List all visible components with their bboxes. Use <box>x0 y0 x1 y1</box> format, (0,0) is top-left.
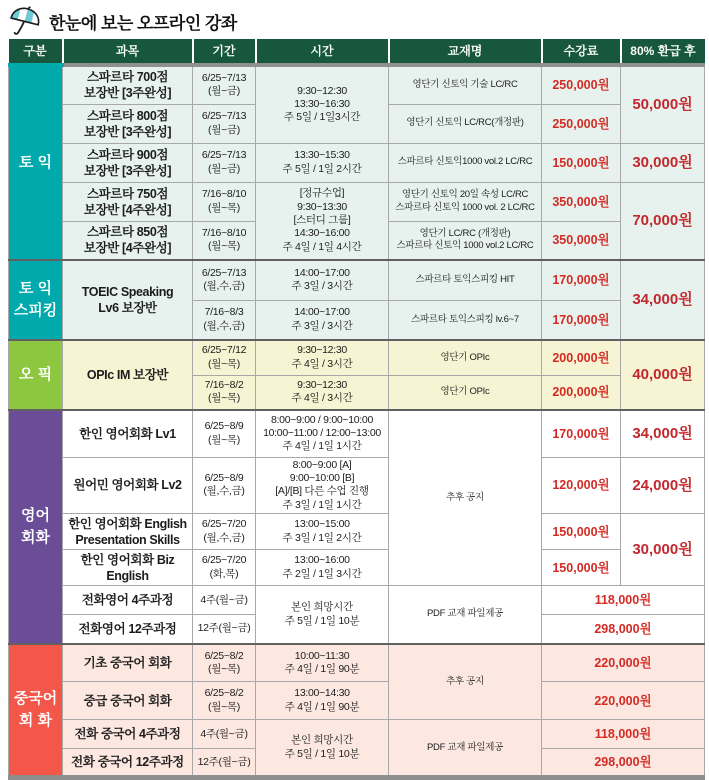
cell-price: 118,000원 <box>542 720 705 749</box>
cell-price: 150,000원 <box>542 550 621 586</box>
cell-subject: 스파르타 850점 보장반 [4주완성] <box>63 221 193 260</box>
cell-period: 6/25~8/9 (월~목) <box>193 410 256 457</box>
table-row <box>9 410 705 457</box>
cell-time: [정규수업] 9:30~13:30 [스터디 그룹] 14:30~16:00 주 4일 / 1일 4시간 <box>256 182 389 260</box>
page-header <box>8 5 709 38</box>
cell-period: 7/16~8/3 (월,수,금) <box>193 300 256 340</box>
cell-period: 6/25~8/2 (월~목) <box>193 682 256 720</box>
cell-price: 170,000원 <box>542 410 621 457</box>
cell-book: 영단기 신토익 기술 LC/RC <box>389 65 542 104</box>
cell-subject: 기초 중국어 회화 <box>63 644 193 682</box>
cell-period: 7/16~8/10 (월~목) <box>193 182 256 221</box>
cell-price: 170,000원 <box>542 260 621 300</box>
cell-book: 스파르타 토익스피킹 lv.6~7 <box>389 300 542 340</box>
table-row <box>9 514 705 550</box>
table-row <box>9 586 705 615</box>
umbrella-icon <box>8 5 42 39</box>
cell-book: 영단기 LC/RC (개정판) 스파르타 신토익 1000 vol.2 LC/RC <box>389 221 542 260</box>
cell-subject: 한인 영어회화 Lv1 <box>63 410 193 457</box>
cell-subject: 스파르타 700점 보장반 [3주완성] <box>63 65 193 104</box>
cell-period: 6/25~7/12 (월~목) <box>193 340 256 375</box>
cell-time: 13:00~14:30 주 4일 / 1일 90분 <box>256 682 389 720</box>
page-title: 한눈에 보는 오프라인 강좌 <box>49 14 237 33</box>
table-row <box>9 457 705 514</box>
column-header-subject: 과목 <box>63 39 193 65</box>
cell-period: 4주(월~금) <box>193 586 256 615</box>
cell-book: PDF 교재 파일제공 <box>389 586 542 644</box>
table-row <box>9 644 705 682</box>
cell-refund: 24,000원 <box>621 457 705 514</box>
cell-book: 스파르타 토익스피킹 HIT <box>389 260 542 300</box>
cell-period: 12주(월~금) <box>193 615 256 644</box>
category-cell-chn: 중국어 회 화 <box>9 644 63 778</box>
column-header-refund: 80% 환급 후 <box>621 39 705 65</box>
cell-period: 7/16~8/2 (월~목) <box>193 375 256 410</box>
cell-period: 6/25~8/9 (월,수,금) <box>193 457 256 514</box>
cell-subject: 스파르타 750점 보장반 [4주완성] <box>63 182 193 221</box>
cell-book: 스파르타 신토익1000 vol.2 LC/RC <box>389 143 542 182</box>
column-header-time: 시간 <box>256 39 389 65</box>
cell-subject: TOEIC Speaking Lv6 보장반 <box>63 260 193 340</box>
cell-period: 4주(월~금) <box>193 720 256 749</box>
table-row <box>9 65 705 104</box>
cell-period: 7/16~8/10 (월~목) <box>193 221 256 260</box>
cell-refund: 70,000원 <box>621 182 705 260</box>
cell-refund: 34,000원 <box>621 410 705 457</box>
cell-refund: 30,000원 <box>621 143 705 182</box>
cell-price: 350,000원 <box>542 221 621 260</box>
table-row <box>9 260 705 300</box>
column-header-category: 구분 <box>9 39 63 65</box>
cell-price: 250,000원 <box>542 104 621 143</box>
cell-period: 6/25~7/13 (월~금) <box>193 104 256 143</box>
cell-subject: 전화 중국어 12주과정 <box>63 749 193 778</box>
cell-price: 120,000원 <box>542 457 621 514</box>
cell-period: 6/25~8/2 (월~목) <box>193 644 256 682</box>
cell-book: PDF 교재 파일제공 <box>389 720 542 778</box>
table-row <box>9 182 705 221</box>
cell-time: 10:00~11:30 주 4일 / 1일 90분 <box>256 644 389 682</box>
cell-price: 220,000원 <box>542 682 705 720</box>
cell-book: 영단기 OPIc <box>389 340 542 375</box>
cell-refund: 30,000원 <box>621 514 705 586</box>
cell-period: 6/25~7/20 (월,수,금) <box>193 514 256 550</box>
column-header-period: 기간 <box>193 39 256 65</box>
cell-period: 6/25~7/13 (월~금) <box>193 143 256 182</box>
cell-time: 9:30~12:30 주 4일 / 3시간 <box>256 375 389 410</box>
table-row <box>9 340 705 375</box>
cell-price: 170,000원 <box>542 300 621 340</box>
cell-price: 298,000원 <box>542 749 705 778</box>
cell-refund: 50,000원 <box>621 65 705 143</box>
cell-subject: 스파르타 800점 보장반 [3주완성] <box>63 104 193 143</box>
column-header-price: 수강료 <box>542 39 621 65</box>
table-row <box>9 720 705 749</box>
cell-time: 8:00~9:00 / 9:00~10:00 10:00~11:00 / 12:00~13:00 주 4일 / 1일 1시간 <box>256 410 389 457</box>
cell-book: 영단기 OPIc <box>389 375 542 410</box>
cell-subject: 전화 중국어 4주과정 <box>63 720 193 749</box>
cell-subject: 원어민 영어회화 Lv2 <box>63 457 193 514</box>
cell-subject: 스파르타 900점 보장반 [3주완성] <box>63 143 193 182</box>
cell-subject: 전화영어 4주과정 <box>63 586 193 615</box>
cell-price: 200,000원 <box>542 340 621 375</box>
cell-time: 9:30~12:30 13:30~16:30 주 5일 / 1일3시간 <box>256 65 389 143</box>
cell-time: 본인 희망시간 주 5일 / 1일 10분 <box>256 720 389 778</box>
cell-subject: 한인 영어회화 Biz English <box>63 550 193 586</box>
cell-period: 6/25~7/13 (월,수,금) <box>193 260 256 300</box>
cell-price: 200,000원 <box>542 375 621 410</box>
cell-price: 250,000원 <box>542 65 621 104</box>
table-row <box>9 550 705 586</box>
cell-book: 추후 공지 <box>389 644 542 720</box>
cell-time: 8:00~9:00 [A] 9:00~10:00 [B] [A]/[B] 다른 수업 진행 주 3일 / 1일 1시간 <box>256 457 389 514</box>
cell-time: 13:00~16:00 주 2일 / 1일 3시간 <box>256 550 389 586</box>
table-row <box>9 143 705 182</box>
category-cell-opic: 오 픽 <box>9 340 63 410</box>
column-header-book: 교재명 <box>389 39 542 65</box>
cell-subject: 전화영어 12주과정 <box>63 615 193 644</box>
course-table <box>8 39 705 780</box>
cell-price: 350,000원 <box>542 182 621 221</box>
cell-time: 본인 희망시간 주 5일 / 1일 10분 <box>256 586 389 644</box>
cell-price: 150,000원 <box>542 143 621 182</box>
cell-time: 13:00~15:00 주 3일 / 1일 2시간 <box>256 514 389 550</box>
category-cell-eng: 영어 회화 <box>9 410 63 644</box>
cell-subject: OPIc IM 보장반 <box>63 340 193 410</box>
cell-period: 6/25~7/20 (화,목) <box>193 550 256 586</box>
cell-book: 영단기 신토익 LC/RC(개정판) <box>389 104 542 143</box>
cell-price: 150,000원 <box>542 514 621 550</box>
category-cell-tsp: 토 익 스피킹 <box>9 260 63 340</box>
cell-price: 118,000원 <box>542 586 705 615</box>
cell-price: 220,000원 <box>542 644 705 682</box>
cell-refund: 40,000원 <box>621 340 705 410</box>
cell-book: 추후 공지 <box>389 410 542 586</box>
cell-book: 영단기 신토익 20일 속성 LC/RC 스파르타 신토익 1000 vol. 2 LC/RC <box>389 182 542 221</box>
cell-price: 298,000원 <box>542 615 705 644</box>
cell-time: 13:30~15:30 주 5일 / 1일 2시간 <box>256 143 389 182</box>
category-cell-toeic: 토 익 <box>9 65 63 260</box>
table-row <box>9 682 705 720</box>
cell-time: 9:30~12:30 주 4일 / 3시간 <box>256 340 389 375</box>
cell-refund: 34,000원 <box>621 260 705 340</box>
cell-period: 6/25~7/13 (월~금) <box>193 65 256 104</box>
cell-period: 12주(월~금) <box>193 749 256 778</box>
cell-time: 14:00~17:00 주 3일 / 3시간 <box>256 300 389 340</box>
cell-time: 14:00~17:00 주 3일 / 3시간 <box>256 260 389 300</box>
table-header-row <box>9 39 705 65</box>
cell-subject: 중급 중국어 회화 <box>63 682 193 720</box>
cell-subject: 한인 영어회화 English Presentation Skills <box>63 514 193 550</box>
